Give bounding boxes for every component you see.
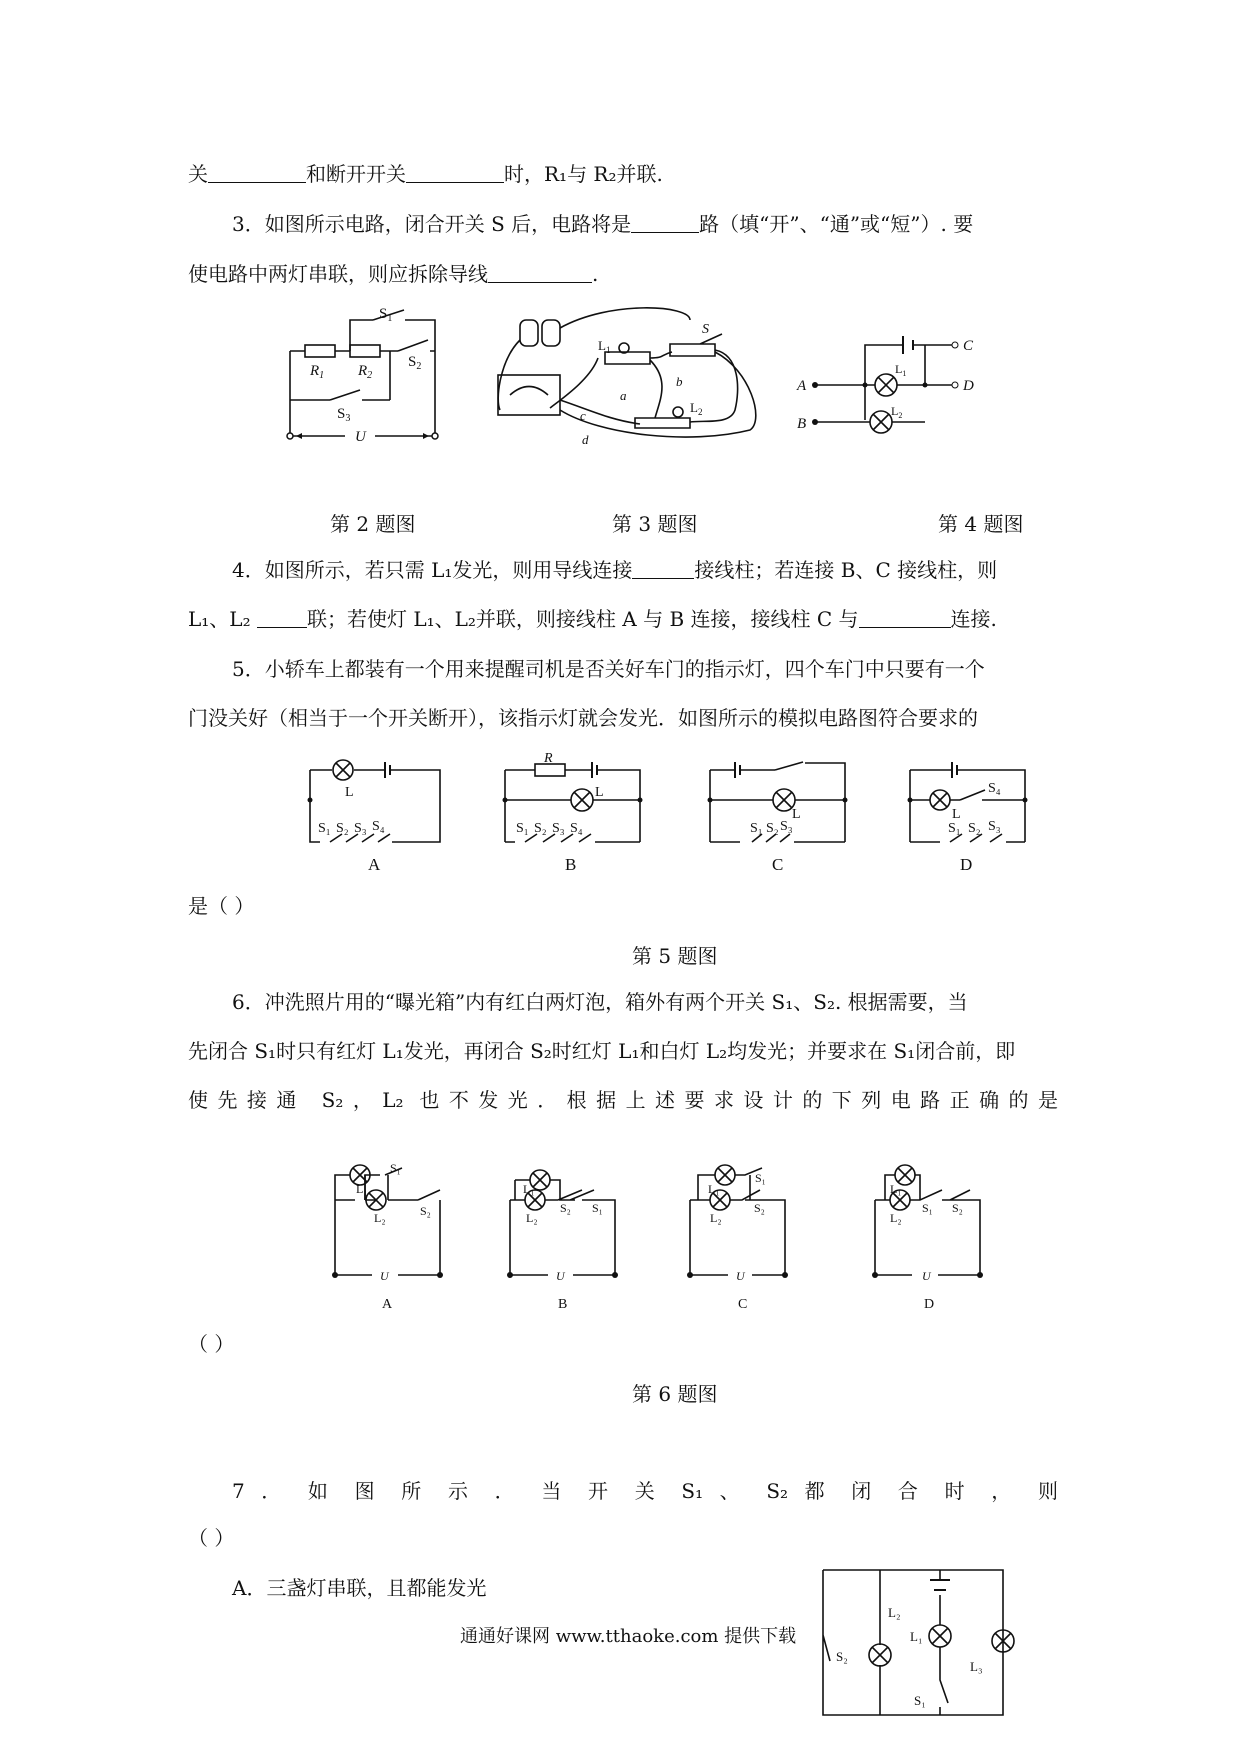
- svg-text:A: A: [797, 378, 807, 394]
- q4-line1: 4．如图所示，若只需 L₁发光，则用导线连接 接线柱；若连接 B、C 接线柱，则: [232, 558, 998, 582]
- q6-line3: 使先接通 S₂，L₂ 也不发光．根据上述要求设计的下列电路正确的是: [188, 1088, 1058, 1112]
- svg-text:S₂: S₂: [420, 1204, 431, 1218]
- svg-text:L1: $L_1$: [895, 362, 907, 378]
- answer-blank[interactable]: [859, 607, 951, 628]
- svg-text:L₂: L₂: [890, 1211, 902, 1225]
- fig3-wiring-picture: [490, 300, 770, 450]
- svg-text:R1: $R_1$: [310, 363, 325, 381]
- svg-text:S₁: S₁: [592, 1201, 603, 1215]
- svg-text:D: D: [960, 855, 973, 874]
- svg-text:S₄: S₄: [372, 819, 385, 834]
- q5-line1: 5．小轿车上都装有一个用来提醒司机是否关好车门的指示灯，四个车门中只要有一个: [232, 657, 985, 681]
- q4-line2: L₁、L₂ 联；若使灯 L₁、L₂并联，则接线柱 A 与 B 连接，接线柱 C 与 连接.: [188, 607, 997, 631]
- svg-text:S₄: S₄: [988, 781, 1001, 796]
- svg-text:S₁: S₁: [318, 821, 331, 836]
- svg-text:S₁: S₁: [516, 821, 529, 836]
- svg-text:B: B: [797, 416, 807, 432]
- svg-text:a: a: [620, 388, 627, 403]
- svg-text:L₂: L₂: [526, 1211, 538, 1225]
- svg-text:U: U: [556, 1269, 565, 1283]
- svg-text:S3: $S_3$: [337, 406, 351, 424]
- svg-text:b: b: [676, 374, 683, 389]
- q7-line1: 7 ． 如 图 所 示 ． 当 开 关 S₁ 、 S₂ 都 闭 合 时 ， 则: [232, 1479, 1058, 1503]
- svg-text:C: C: [772, 855, 784, 874]
- fig4-caption: 第 4 题图: [938, 512, 1024, 536]
- svg-text:L: L: [952, 807, 961, 822]
- fig4-circuit: [795, 300, 985, 450]
- svg-text:S₂: S₂: [968, 821, 981, 836]
- svg-text:L₁: L₁: [708, 1182, 720, 1196]
- svg-text:L1: $L_1$: [598, 338, 611, 355]
- svg-text:A: A: [382, 1297, 393, 1312]
- q7-option-a: A．三盏灯串联，且都能发光: [232, 1576, 487, 1600]
- svg-text:S1: $S_1$: [379, 306, 393, 324]
- svg-text:L₁: L₁: [890, 1182, 902, 1196]
- q6-line1: 6．冲洗照片用的“曝光箱”内有红白两灯泡，箱外有两个开关 S₁、S₂. 根据需要，当: [232, 990, 968, 1014]
- svg-text:L2: $L_2$: [690, 400, 703, 417]
- svg-text:S₃: S₃: [354, 821, 367, 836]
- svg-text:d: d: [582, 432, 589, 447]
- fig6-caption: 第 6 题图: [632, 1382, 718, 1406]
- svg-text:S₂: S₂: [766, 821, 779, 836]
- fig6-options: [330, 1160, 1030, 1320]
- q6-line2: 先闭合 S₁时只有红灯 L₁发光，再闭合 S₂时红灯 L₁和白灯 L₂均发光；并要求在 S₁闭合前，即: [188, 1039, 1016, 1063]
- svg-text:C: C: [963, 338, 974, 354]
- fig2-caption: 第 2 题图: [330, 512, 416, 536]
- svg-text:R: R: [544, 751, 553, 766]
- svg-text:U: U: [355, 429, 366, 445]
- svg-text:S₁: S₁: [750, 821, 763, 836]
- svg-text:S2: $S_2$: [408, 354, 422, 372]
- fig5-options: [300, 751, 1060, 880]
- svg-text:L₂: L₂: [888, 1605, 901, 1620]
- answer-blank[interactable]: [488, 262, 592, 283]
- q3-line1: 3．如图所示电路，闭合开关 S 后，电路将是 路（填“开”、“通”或“短”）. 要: [232, 212, 974, 236]
- fig5-caption: 第 5 题图: [632, 944, 718, 968]
- q3-line2: 使电路中两灯串联，则应拆除导线 .: [188, 262, 599, 286]
- fig2-circuit: [280, 300, 460, 450]
- q5-line2: 门没关好（相当于一个开关断开），该指示灯就会发光．如图所示的模拟电路图符合要求的: [188, 706, 978, 730]
- svg-text:L₁: L₁: [910, 1629, 923, 1644]
- svg-text:S₁: S₁: [948, 821, 961, 836]
- svg-text:L: L: [595, 785, 604, 800]
- q6-line4: （ ）: [188, 1332, 235, 1356]
- svg-text:B: B: [565, 855, 577, 874]
- svg-text:S₁: S₁: [755, 1171, 766, 1185]
- svg-text:R2: $R_2$: [358, 363, 373, 381]
- svg-text:S₂: S₂: [336, 821, 349, 836]
- fig7-circuit: [818, 1565, 1018, 1725]
- svg-text:L2: $L_2$: [891, 404, 903, 420]
- svg-text:U: U: [922, 1269, 931, 1283]
- svg-text:A: A: [368, 855, 381, 874]
- fig3-caption: 第 3 题图: [612, 512, 698, 536]
- svg-text:D: D: [963, 378, 974, 394]
- svg-text:L₃: L₃: [970, 1659, 983, 1674]
- svg-text:S₁: S₁: [914, 1693, 926, 1708]
- svg-text:L₁: L₁: [356, 1182, 368, 1196]
- answer-blank[interactable]: [632, 558, 694, 579]
- svg-text:S₁: S₁: [390, 1161, 401, 1175]
- answer-blank[interactable]: [257, 607, 307, 628]
- svg-text:L₂: L₂: [374, 1211, 386, 1225]
- footer-watermark: 通通好课网 www.tthaoke.com 提供下载: [460, 1626, 797, 1647]
- svg-text:S₂: S₂: [754, 1201, 765, 1215]
- svg-text:S₂: S₂: [534, 821, 547, 836]
- q7-line2: （ ）: [188, 1526, 235, 1550]
- q5-line3: 是（ ）: [188, 894, 255, 918]
- svg-text:S₃: S₃: [780, 819, 793, 834]
- svg-text:S₄: S₄: [570, 821, 583, 836]
- svg-text:L: L: [792, 807, 801, 822]
- answer-blank[interactable]: [406, 162, 504, 183]
- svg-text:c: c: [580, 408, 586, 423]
- svg-text:S₂: S₂: [560, 1201, 571, 1215]
- svg-text:S₂: S₂: [836, 1649, 848, 1664]
- svg-text:B: B: [558, 1297, 568, 1312]
- svg-text:L: L: [345, 785, 354, 800]
- svg-text:S₃: S₃: [552, 821, 565, 836]
- svg-text:U: U: [380, 1269, 389, 1283]
- svg-text:C: C: [738, 1297, 748, 1312]
- svg-text:S₂: S₂: [952, 1201, 963, 1215]
- svg-text:S: S: [702, 322, 709, 337]
- answer-blank[interactable]: [208, 162, 306, 183]
- q2-tail-line: 关 和断开开关 时，R₁与 R₂并联.: [188, 162, 663, 186]
- svg-text:L₁: L₁: [523, 1182, 535, 1196]
- svg-text:L₂: L₂: [710, 1211, 722, 1225]
- svg-text:S₃: S₃: [988, 819, 1001, 834]
- svg-text:U: U: [736, 1269, 745, 1283]
- svg-text:D: D: [924, 1297, 935, 1312]
- answer-blank[interactable]: [631, 212, 699, 233]
- svg-text:S₁: S₁: [922, 1201, 933, 1215]
